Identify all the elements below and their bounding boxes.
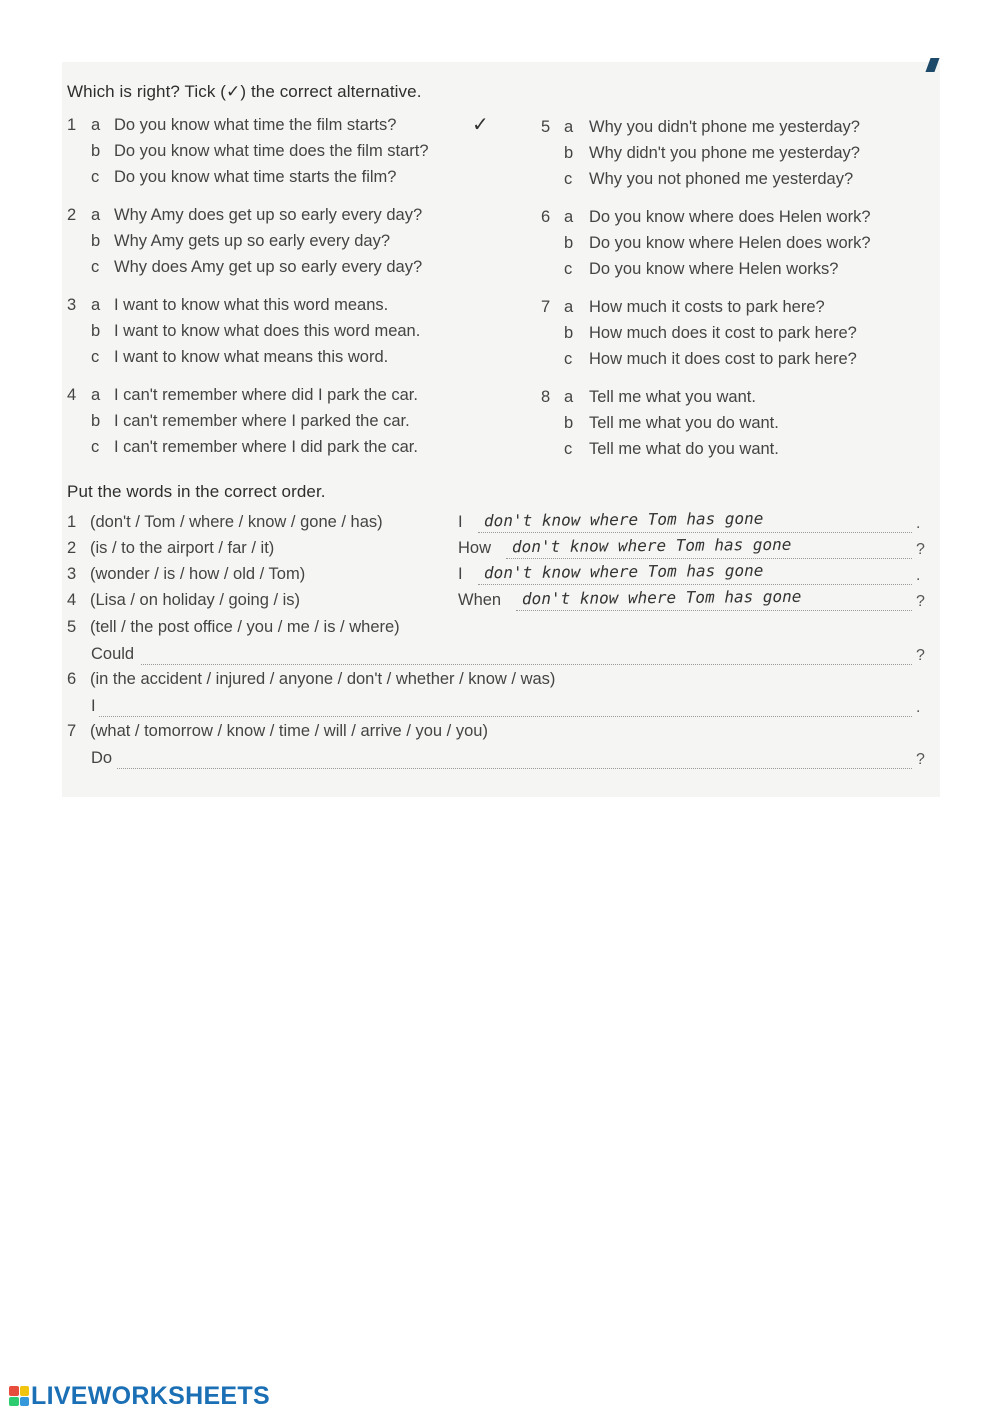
option-text[interactable]: I want to know what this word means. bbox=[114, 296, 389, 314]
option-text[interactable]: Do you know where Helen works? bbox=[589, 260, 839, 278]
sentence-start: How bbox=[458, 539, 492, 557]
logo-text: LIVEWORKSHEETS bbox=[31, 1381, 270, 1410]
item-number: 2 bbox=[67, 539, 77, 557]
end-punctuation: ? bbox=[916, 751, 925, 768]
option-text[interactable]: How much does it cost to park here? bbox=[589, 324, 857, 342]
option-text[interactable]: I can't remember where I parked the car. bbox=[114, 412, 410, 430]
option-letter: b bbox=[564, 324, 574, 342]
option-text[interactable]: Tell me what you want. bbox=[589, 388, 756, 406]
item-prompt: (is / to the airport / far / it) bbox=[90, 539, 275, 557]
item-number: 6 bbox=[67, 670, 77, 688]
end-punctuation: ? bbox=[916, 541, 925, 558]
option-letter: a bbox=[91, 386, 101, 404]
item-prompt: (wonder / is / how / old / Tom) bbox=[90, 565, 306, 583]
option-letter: c bbox=[91, 348, 100, 366]
item-number: 1 bbox=[67, 513, 77, 531]
item-prompt: (what / tomorrow / know / time / will / arrive / you / you) bbox=[90, 722, 488, 740]
item-number: 3 bbox=[67, 565, 77, 583]
option-text[interactable]: Why you not phoned me yesterday? bbox=[589, 170, 854, 188]
sentence-start: I bbox=[91, 697, 96, 715]
option-text[interactable]: Tell me what do you want. bbox=[589, 440, 779, 458]
option-letter: a bbox=[564, 118, 574, 136]
item-prompt: (don't / Tom / where / know / gone / has) bbox=[90, 513, 383, 531]
section2-heading: Put the words in the correct order. bbox=[67, 482, 326, 501]
section1-heading: Which is right? Tick (✓) the correct alternative. bbox=[67, 82, 422, 101]
option-letter: b bbox=[564, 414, 574, 432]
option-letter: b bbox=[564, 144, 574, 162]
option-letter: c bbox=[91, 258, 100, 276]
option-text[interactable]: Do you know what time the film starts? bbox=[114, 116, 397, 134]
answer-line[interactable] bbox=[478, 532, 912, 533]
sentence-start: I bbox=[458, 565, 463, 583]
option-text[interactable]: Why didn't you phone me yesterday? bbox=[589, 144, 860, 162]
handwritten-answer[interactable]: don't know where Tom has gone bbox=[511, 534, 792, 557]
option-letter: a bbox=[564, 388, 574, 406]
end-punctuation: ? bbox=[916, 593, 925, 610]
option-letter: b bbox=[91, 412, 101, 430]
answer-line[interactable] bbox=[99, 716, 912, 717]
question-number: 5 bbox=[541, 118, 551, 136]
option-letter: c bbox=[91, 168, 100, 186]
sentence-start: When bbox=[458, 591, 502, 609]
item-number: 7 bbox=[67, 722, 77, 740]
item-number: 5 bbox=[67, 618, 77, 636]
option-text[interactable]: Why Amy gets up so early every day? bbox=[114, 232, 391, 250]
option-letter: c bbox=[564, 350, 573, 368]
option-letter: c bbox=[564, 170, 573, 188]
option-text[interactable]: Do you know what time does the film start? bbox=[114, 142, 429, 160]
handwritten-answer[interactable]: don't know where Tom has gone bbox=[483, 560, 764, 583]
item-prompt: (in the accident / injured / anyone / don't / whether / know / was) bbox=[90, 670, 556, 688]
question-number: 7 bbox=[541, 298, 551, 316]
end-punctuation: . bbox=[916, 515, 921, 532]
question-number: 6 bbox=[541, 208, 551, 226]
item-prompt: (Lisa / on holiday / going / is) bbox=[90, 591, 301, 609]
liveworksheets-logo[interactable] bbox=[9, 1383, 270, 1409]
item-prompt: (tell / the post office / you / me / is / where) bbox=[90, 618, 400, 636]
answer-line[interactable] bbox=[478, 584, 912, 585]
option-letter: c bbox=[91, 438, 100, 456]
option-text[interactable]: Tell me what you do want. bbox=[589, 414, 779, 432]
option-letter: a bbox=[564, 298, 574, 316]
question-number: 3 bbox=[67, 296, 77, 314]
option-text[interactable]: Why Amy does get up so early every day? bbox=[114, 206, 423, 224]
sentence-start: I bbox=[458, 513, 463, 531]
option-text[interactable]: How much it does cost to park here? bbox=[589, 350, 857, 368]
tick-mark-icon: ✓ bbox=[472, 114, 489, 136]
question-number: 4 bbox=[67, 386, 77, 404]
option-text[interactable]: Why does Amy get up so early every day? bbox=[114, 258, 423, 276]
answer-line[interactable] bbox=[141, 664, 912, 665]
option-text[interactable]: I want to know what does this word mean. bbox=[114, 322, 421, 340]
question-number: 8 bbox=[541, 388, 551, 406]
option-letter: a bbox=[91, 296, 101, 314]
option-letter: c bbox=[564, 260, 573, 278]
end-punctuation: . bbox=[916, 567, 921, 584]
sentence-start: Do bbox=[91, 749, 113, 767]
option-letter: b bbox=[91, 322, 101, 340]
option-text[interactable]: I want to know what means this word. bbox=[114, 348, 389, 366]
end-punctuation: ? bbox=[916, 647, 925, 664]
option-letter: c bbox=[564, 440, 573, 458]
option-letter: b bbox=[564, 234, 574, 252]
option-text[interactable]: Do you know where does Helen work? bbox=[589, 208, 871, 226]
item-number: 4 bbox=[67, 591, 77, 609]
end-punctuation: . bbox=[916, 699, 921, 716]
option-text[interactable]: Why you didn't phone me yesterday? bbox=[589, 118, 860, 136]
logo-grid-icon bbox=[9, 1386, 29, 1406]
answer-line[interactable] bbox=[506, 558, 912, 559]
question-number: 1 bbox=[67, 116, 77, 134]
option-text[interactable]: I can't remember where did I park the car. bbox=[114, 386, 418, 404]
handwritten-answer[interactable]: don't know where Tom has gone bbox=[521, 586, 802, 609]
answer-line[interactable] bbox=[117, 768, 912, 769]
question-number: 2 bbox=[67, 206, 77, 224]
option-letter: a bbox=[91, 116, 101, 134]
option-letter: b bbox=[91, 142, 101, 160]
option-text[interactable]: How much it costs to park here? bbox=[589, 298, 825, 316]
option-text[interactable]: I can't remember where I did park the car. bbox=[114, 438, 418, 456]
option-letter: b bbox=[91, 232, 101, 250]
handwritten-answer[interactable]: don't know where Tom has gone bbox=[483, 508, 764, 531]
option-letter: a bbox=[564, 208, 574, 226]
sentence-start: Could bbox=[91, 645, 135, 663]
option-text[interactable]: Do you know what time starts the film? bbox=[114, 168, 397, 186]
option-text[interactable]: Do you know where Helen does work? bbox=[589, 234, 871, 252]
option-letter: a bbox=[91, 206, 101, 224]
answer-line[interactable] bbox=[516, 610, 912, 611]
